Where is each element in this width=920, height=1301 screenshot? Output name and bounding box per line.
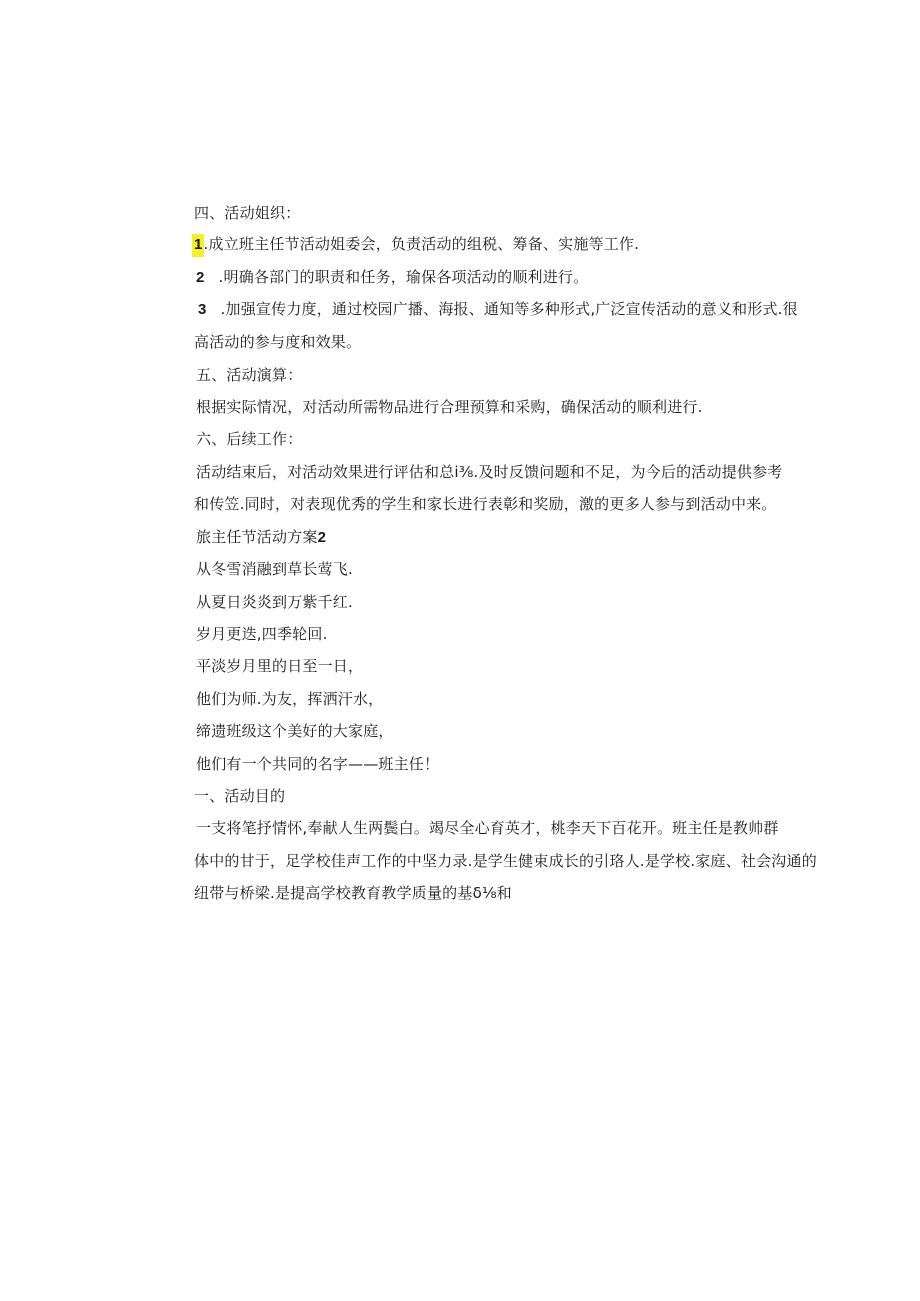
list-item-2: [196, 267, 588, 288]
poem-line: 从夏日炎炎到万紫千红.: [196, 593, 353, 611]
plan-2-section-1-text: 一支将笔抒情怀,奉献人生两鬓白。竭尽全心育英才，桃李天下百花开。班主任是教帅群: [196, 819, 779, 837]
plan-2-title: [196, 527, 326, 548]
poem-line: 平淡岁月里的日至一日，: [196, 657, 364, 675]
list-item-3-text: .加强宣传力度，通过校园广播、海报、通知等多种形式,广泛宣传活动的意义和形式.很: [220, 300, 798, 318]
poem-line: 缔遗班级这个美好的大家庭，: [196, 722, 394, 740]
highlighted-item-number: 1: [192, 234, 204, 257]
section-4-heading: 四、活动姐织：: [194, 204, 301, 222]
poem-line: 岁月更迭,四季轮回.: [196, 625, 328, 643]
list-item-1-text: .成立班主任节活动姐委会，负责活动的组税、筹备、实施等工作.: [203, 235, 640, 253]
list-item-1: [192, 234, 639, 255]
plan-2-number: 2: [317, 529, 327, 546]
list-item-3-continuation: 高活动的参与度和效果。: [194, 333, 362, 351]
section-5-heading: 五、活动演算：: [196, 366, 303, 384]
plan-2-title-text: 旅主任节活动方案: [196, 528, 318, 546]
poem-line: 从冬雪消融到草长莺飞.: [196, 560, 353, 578]
poem-line: 他们为师.为友，挥洒汗水，: [196, 690, 384, 708]
section-6-text: 活动结束后，对活动效果进行评估和总i⅜.及时反馈问题和不足，为今后的活动提供参考: [196, 463, 783, 481]
poem-line: 他们有一个共同的名字——班主任！: [196, 755, 440, 773]
section-5-text: 根据实际情况，对活动所需物品进行合理预算和采购，确保活动的顺利进行.: [196, 398, 703, 416]
list-item-2-text: .明确各部门的职责和任务，瑜保各项活动的顺利进行。: [218, 268, 589, 286]
section-6-heading: 六、后续工作：: [196, 430, 303, 448]
plan-2-section-1-text-line-3: 纽带与桥梁.是提高学校教育教学质量的基δ⅛和: [194, 884, 512, 902]
plan-2-section-1-heading: 一、活动目的: [194, 787, 286, 805]
plan-2-section-1-text-line-2: 体中的甘于，足学校佳声工作的中坚力录.是学生健束成长的引珞人.是学校.家庭、社会沟通的: [194, 852, 817, 870]
list-item-3: [198, 299, 798, 320]
item-number: 2: [196, 269, 205, 286]
item-number: 3: [198, 301, 207, 318]
section-6-text-continuation: 和传笠.同时，对表现优秀的学生和家长进行表彰和奖励，激的更多人参与到活动中来。: [194, 495, 777, 513]
